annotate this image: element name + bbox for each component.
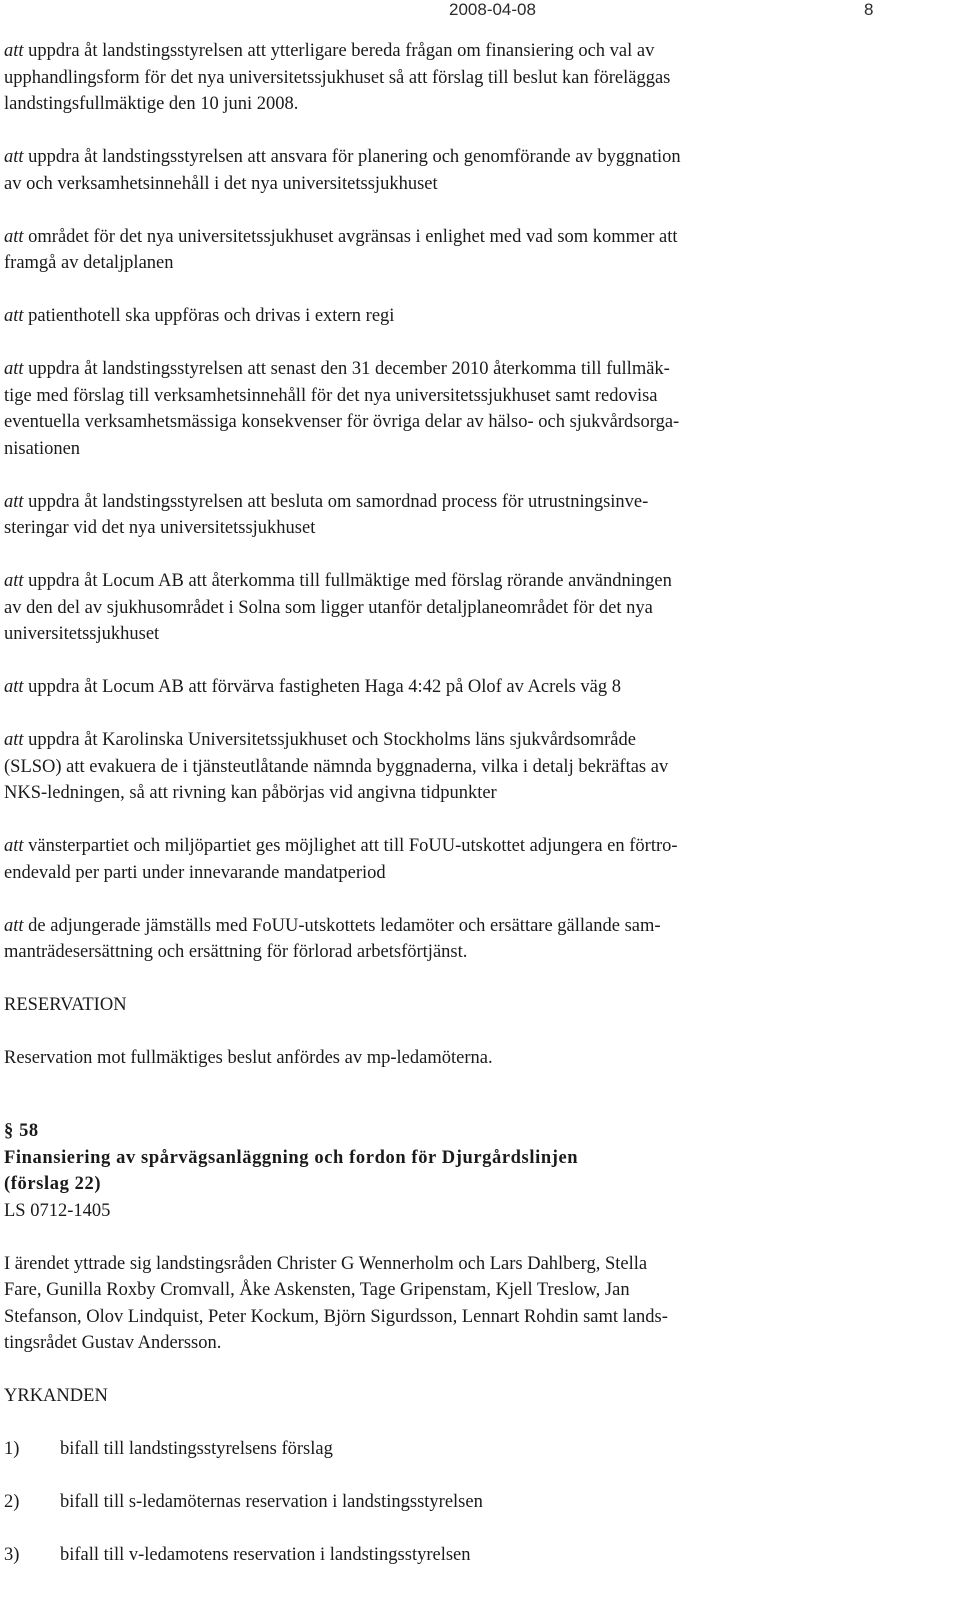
decision-paragraph (4, 727, 934, 807)
decision-keyword: att (4, 730, 24, 750)
decision-line (4, 489, 934, 516)
yrkande-item (4, 1542, 934, 1569)
yrkande-item (4, 1489, 934, 1516)
decision-text: uppdra åt landstingsstyrelsen att besluta om samordnad process för utrustningsinve- (28, 491, 649, 512)
decision-line: tige med förslag till verksamhetsinnehåll för det nya universitetssjukhuset samt redovisa (4, 385, 658, 406)
decision-paragraph (4, 144, 934, 197)
decision-text: uppdra åt landstingsstyrelsen att ytterligare bereda frågan om finansiering och val av (28, 41, 655, 61)
decision-line: NKS-ledningen, så att rivning kan påbörjas vid angivna tidpunkter (4, 783, 497, 803)
decision-paragraph (4, 833, 934, 886)
decision-line: manträdesersättning och ersättning för förlorad arbetsförtjänst. (4, 942, 468, 962)
decision-keyword: att (4, 147, 24, 167)
decision-keyword: att (4, 226, 24, 247)
section-title-line1: Finansiering av spårvägsanläggning och fordon för Djurgårdslinjen (4, 1147, 579, 1168)
section-number: § 58 (4, 1121, 39, 1141)
decision-line (4, 727, 934, 754)
decision-paragraph (4, 489, 934, 542)
decision-text: uppdra åt landstingsstyrelsen att ansvara för planering och genomförande av byggnation (28, 147, 681, 167)
yrkande-number: 1) (4, 1439, 20, 1459)
decision-paragraph (4, 356, 934, 462)
decision-line (4, 38, 934, 65)
intro-line: I ärendet yttrade sig landstingsråden Christer G Wennerholm och Lars Dahlberg, Stella (4, 1253, 648, 1274)
decision-keyword: att (4, 571, 24, 591)
decision-text: patienthotell ska uppföras och drivas i extern regi (28, 306, 395, 326)
decision-paragraph (4, 913, 934, 966)
header-date: 2008-04-08 (449, 0, 536, 19)
section-title-line2: (förslag 22) (4, 1174, 102, 1194)
decision-line (4, 674, 934, 701)
decision-line (4, 144, 934, 171)
reservation-text: Reservation mot fullmäktiges beslut anfördes av mp-ledamöterna. (4, 1048, 493, 1068)
decision-paragraph (4, 674, 934, 701)
decision-line: upphandlingsform för det nya universitetssjukhuset så att förslag till beslut kan föreläggas (4, 67, 671, 88)
decision-line (4, 568, 934, 595)
intro-line: tingsrådet Gustav Andersson. (4, 1333, 222, 1353)
decision-keyword: att (4, 359, 24, 379)
decision-text: uppdra åt landstingsstyrelsen att senast den 31 december 2010 återkomma till fullmäk- (28, 359, 670, 379)
decision-text: uppdra åt Locum AB att förvärva fastigheten Haga 4:42 på Olof av Acrels väg 8 (28, 677, 621, 697)
decision-paragraph (4, 303, 934, 330)
decision-text: uppdra åt Karolinska Universitetssjukhuset och Stockholms läns sjukvårdsområde (28, 730, 636, 750)
yrkande-text: bifall till v-ledamotens reservation i landstingsstyrelsen (60, 1545, 471, 1565)
decision-paragraph (4, 38, 934, 118)
decision-paragraph (4, 568, 934, 648)
yrkande-number: 3) (4, 1545, 20, 1565)
decision-keyword: att (4, 41, 24, 61)
decision-keyword: att (4, 836, 24, 856)
case-id: LS 0712-1405 (4, 1200, 111, 1221)
yrkande-text: bifall till landstingsstyrelsens förslag (60, 1439, 333, 1459)
decision-keyword: att (4, 677, 24, 697)
decision-keyword: att (4, 306, 24, 326)
decision-line: (SLSO) att evakuera de i tjänsteutlåtande nämnda byggnaderna, vilka i detalj bekräftas av (4, 756, 669, 777)
intro-line: Fare, Gunilla Roxby Cromvall, Åke Askensten, Tage Gripenstam, Kjell Treslow, Jan (4, 1280, 630, 1300)
decision-line: framgå av detaljplanen (4, 253, 174, 273)
decision-line (4, 356, 934, 383)
decision-line (4, 303, 934, 330)
page-header (0, 0, 960, 26)
yrkande-number: 2) (4, 1492, 20, 1512)
decision-line: eventuella verksamhetsmässiga konsekvenser för övriga delar av hälso- och sjukvårdsorga- (4, 412, 680, 432)
intro-paragraph (4, 1251, 934, 1357)
decision-text: vänsterpartiet och miljöpartiet ges möjlighet att till FoUU-utskottet adjungera en förtro- (28, 836, 678, 856)
document-body (4, 38, 934, 1569)
yrkande-item (4, 1436, 934, 1463)
yrkanden-heading: YRKANDEN (4, 1386, 108, 1406)
decision-text: de adjungerade jämställs med FoUU-utskottets ledamöter och ersättare gällande sam- (28, 915, 661, 936)
decision-line: landstingsfullmäktige den 10 juni 2008. (4, 94, 299, 114)
decision-keyword: att (4, 915, 24, 936)
decision-line (4, 913, 934, 940)
decision-line: universitetssjukhuset (4, 624, 160, 644)
decision-line: nisationen (4, 438, 81, 459)
decision-line: av den del av sjukhusområdet i Solna som ligger utanför detaljplaneområdet för det nya (4, 597, 653, 618)
page-number: 8 (864, 0, 874, 19)
intro-line: Stefanson, Olov Lindquist, Peter Kockum, Björn Sigurdsson, Lennart Rohdin samt lands- (4, 1306, 668, 1327)
yrkande-text: bifall till s-ledamöternas reservation i landstingsstyrelsen (60, 1492, 483, 1512)
decision-line: endevald per parti under innevarande mandatperiod (4, 862, 386, 883)
decision-keyword: att (4, 491, 24, 512)
decision-line (4, 224, 934, 251)
decision-line (4, 833, 934, 860)
decision-text: området för det nya universitetssjukhuset avgränsas i enlighet med vad som kommer att (28, 226, 678, 247)
decision-list (4, 38, 934, 966)
decision-text: uppdra åt Locum AB att återkomma till fullmäktige med förslag rörande användningen (28, 571, 672, 591)
decision-line: steringar vid det nya universitetssjukhuset (4, 518, 316, 538)
reservation-heading: RESERVATION (4, 995, 127, 1015)
decision-paragraph (4, 224, 934, 277)
decision-line: av och verksamhetsinnehåll i det nya universitetssjukhuset (4, 173, 438, 194)
